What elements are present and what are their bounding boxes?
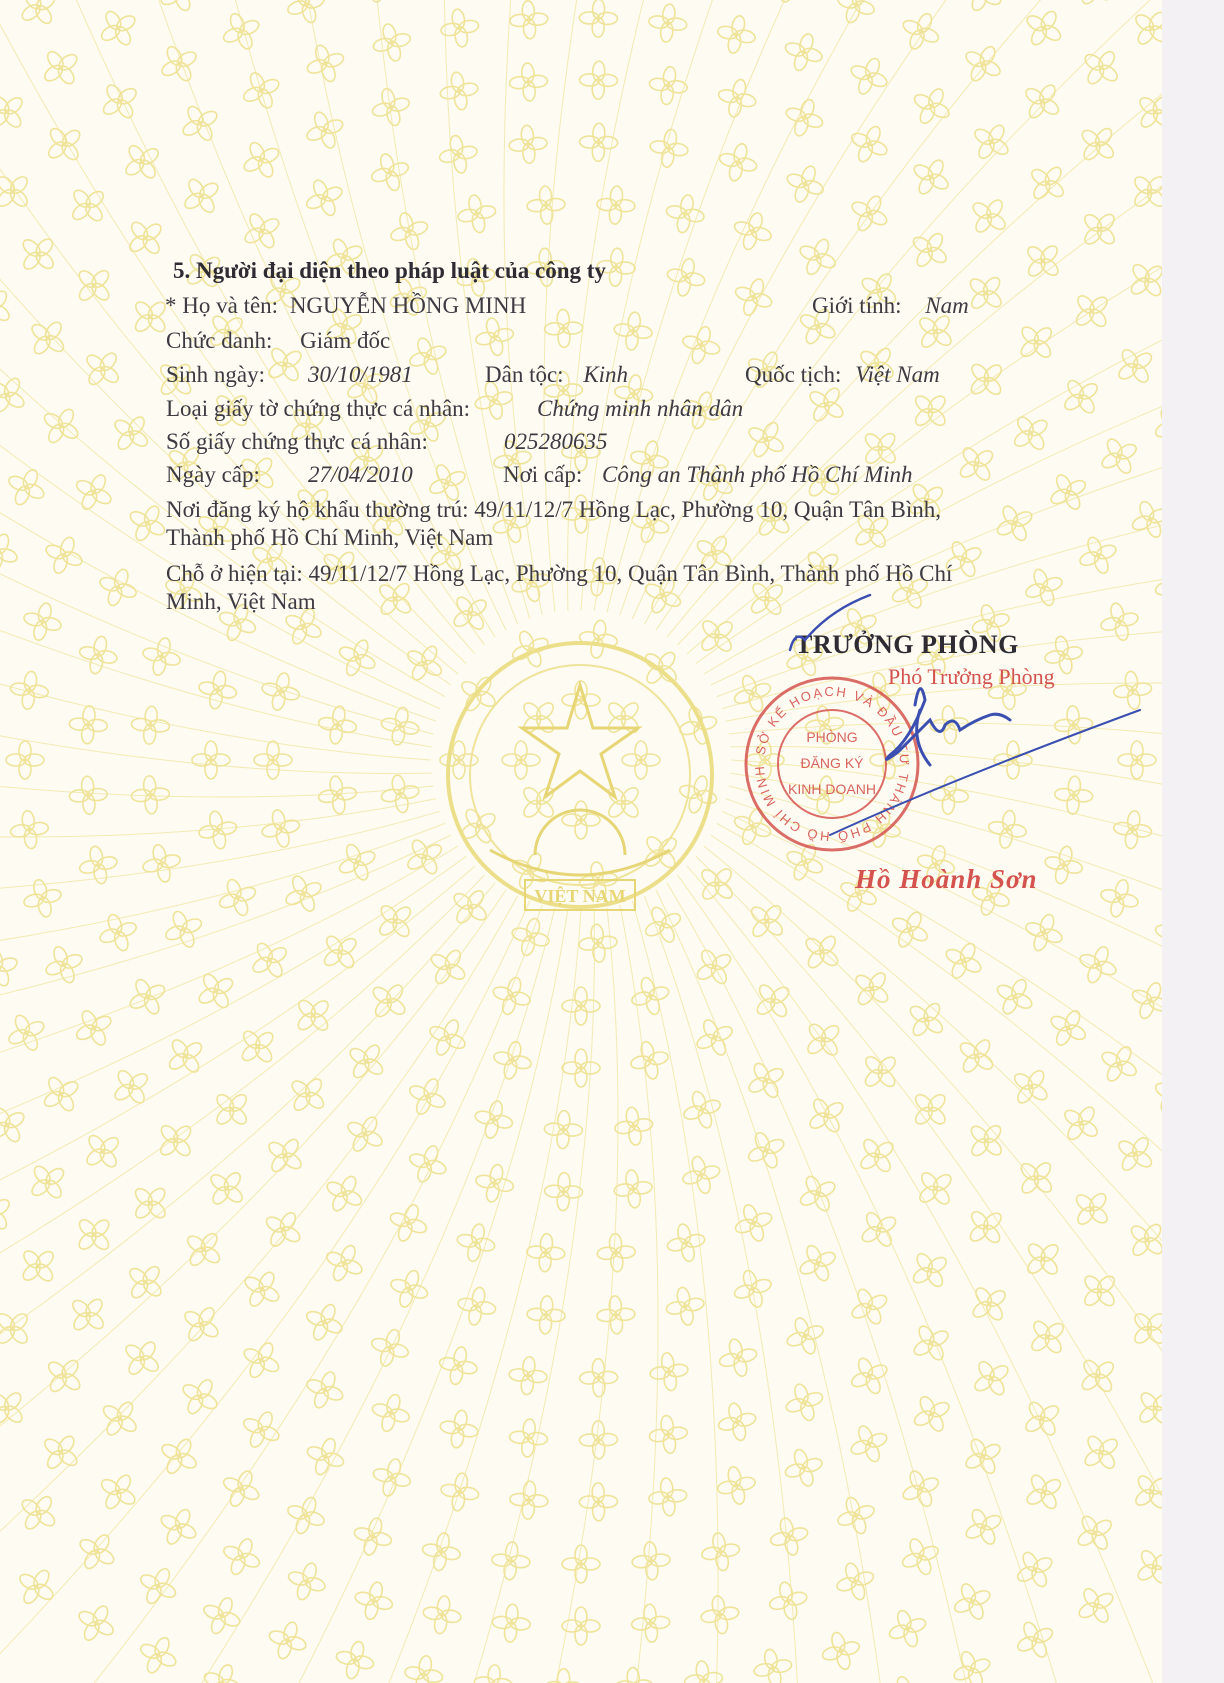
title-value: Giám đốc — [300, 328, 391, 353]
chief-title: TRƯỞNG PHÒNG — [795, 630, 1019, 659]
section-heading: 5. Người đại diện theo pháp luật của công ty — [173, 258, 606, 283]
id-type-row — [166, 395, 470, 423]
id-type-label: Loại giấy tờ chứng thực cá nhân: — [166, 396, 471, 421]
nationality-label: Quốc tịch: — [745, 362, 842, 387]
gender-label: Giới tính: — [812, 293, 902, 318]
residence-line-1: Nơi đăng ký hộ khẩu thường trú: 49/11/12/7 Hồng Lạc, Phường 10, Quận Tân Bình, — [166, 497, 941, 522]
title-label: Chức danh: — [166, 328, 273, 353]
signer-name: Hồ Hoành Sơn — [855, 864, 1038, 894]
handwritten-signature — [770, 580, 1150, 870]
dob-label: Sinh ngày: — [166, 362, 266, 387]
title-row — [166, 327, 390, 355]
issue-date-value: 27/04/2010 — [308, 462, 413, 487]
national-emblem-watermark — [430, 640, 730, 960]
issue-date-row — [166, 461, 260, 489]
gender-value: Nam — [925, 293, 969, 318]
emblem-banner: VIỆT NAM — [534, 886, 626, 906]
issue-place-value: Công an Thành phố Hồ Chí Minh — [601, 462, 913, 487]
id-type-value: Chứng minh nhân dân — [537, 396, 744, 421]
ethnicity-label: Dân tộc: — [485, 362, 564, 387]
seal-line-1: PHÒNG — [806, 729, 858, 745]
ethnicity-row — [485, 361, 628, 389]
nationality-row — [745, 361, 940, 389]
deputy-title: Phó Trưởng Phòng — [888, 664, 1055, 689]
dob-row — [166, 361, 265, 389]
seal-line-3: KINH DOANH — [788, 781, 876, 797]
ethnicity-value: Kinh — [583, 362, 629, 387]
id-number-row — [166, 428, 428, 456]
current-address-line-2: Minh, Việt Nam — [166, 589, 316, 614]
fullname-row — [165, 292, 526, 320]
nationality-value: Việt Nam — [855, 362, 940, 387]
issue-place-row — [503, 461, 913, 489]
fullname-value: NGUYỄN HỒNG MINH — [289, 293, 527, 318]
id-number-value: 025280635 — [504, 429, 608, 454]
current-address-line-1: Chỗ ở hiện tại: 49/11/12/7 Hồng Lạc, Phường 10, Quận Tân Bình, Thành phố Hồ Chí — [166, 561, 953, 586]
residence-line-2: Thành phố Hồ Chí Minh, Việt Nam — [166, 525, 494, 550]
issue-date-label: Ngày cấp: — [166, 462, 260, 487]
fullname-label: * Họ và tên: — [165, 293, 279, 318]
issue-place-label: Nơi cấp: — [503, 462, 583, 487]
seal-line-2: ĐĂNG KÝ — [800, 755, 864, 771]
id-number-label: Số giấy chứng thực cá nhân: — [166, 429, 428, 454]
gender-row — [812, 292, 969, 320]
dob-value: 30/10/1981 — [308, 362, 413, 387]
seal-ring-text: SỞ KẾ HOẠCH VÀ ĐẦU TƯ THÀNH PHỐ HỒ CHÍ MINH — [751, 683, 913, 845]
